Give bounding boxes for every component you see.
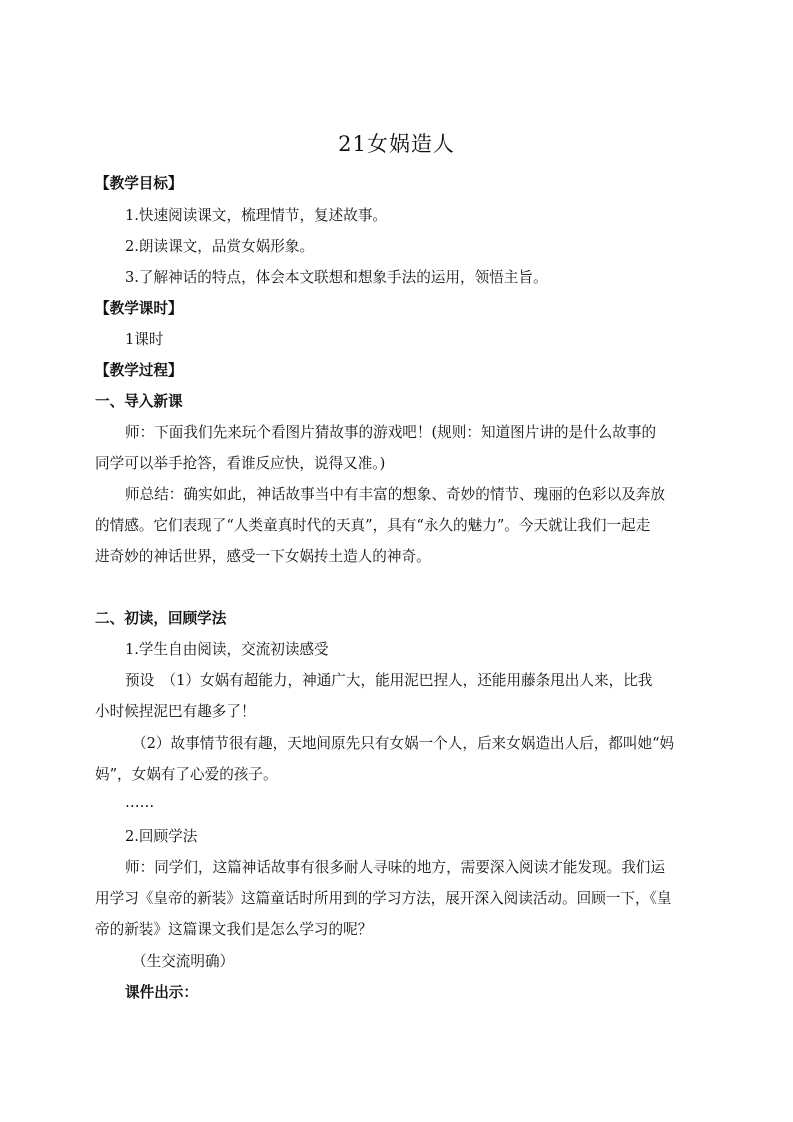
paragraph-line: 帝的新装》这篇课文我们是怎么学习的呢？ <box>95 921 373 938</box>
objective-2: 2.朗读课文，品赏女娲形象。 <box>125 238 315 255</box>
paragraph-line: 预设 （1）女娲有超能力，神通广大，能用泥巴捏人，还能用藤条甩出人来，比我 <box>125 672 653 689</box>
hours-value: 1课时 <box>125 331 164 348</box>
subheading-first-reading: 二、初读，回顾学法 <box>95 610 227 627</box>
ellipsis: …… <box>125 794 155 811</box>
paragraph-line: （生交流明确） <box>132 953 235 970</box>
paragraph-line: （2）故事情节很有趣，天地间原先只有女娲一个人，后来女娲造出人后，都叫她“妈 <box>132 735 675 752</box>
subheading-intro: 一、导入新课 <box>95 393 183 410</box>
paragraph-line: 用学习《皇帝的新装》这篇童话时所用到的学习方法，展开深入阅读活动。回顾一下，《皇 <box>95 890 672 907</box>
paragraph-line: 1.学生自由阅读，交流初读感受 <box>125 641 329 658</box>
paragraph-line: 小时候捏泥巴有趣多了！ <box>95 703 256 720</box>
paragraph-line: 同学可以举手抢答，看谁反应快，说得又准。) <box>95 455 386 472</box>
paragraph-line: 的情感。它们表现了“人类童真时代的天真”，具有“永久的魅力”。今天就让我们一起走 <box>95 517 651 534</box>
paragraph-line: 师：同学们，这篇神话故事有很多耐人寻味的地方，需要深入阅读才能发现。我们运 <box>125 859 665 876</box>
courseware-label: 课件出示： <box>125 984 198 1001</box>
paragraph-line: 妈”，女娲有了心爱的孩子。 <box>95 766 278 783</box>
objective-1: 1.快速阅读课文，梳理情节，复述故事。 <box>125 207 388 224</box>
section-heading-objectives: 【教学目标】 <box>95 175 183 192</box>
objective-3: 3.了解神话的特点，体会本文联想和想象手法的运用，领悟主旨。 <box>125 269 548 286</box>
paragraph-line: 2.回顾学法 <box>125 828 198 845</box>
paragraph-line: 进奇妙的神话世界，感受一下女娲抟土造人的神奇。 <box>95 548 431 565</box>
page-title: 21女娲造人 <box>338 132 455 156</box>
section-heading-process: 【教学过程】 <box>95 362 183 379</box>
section-heading-hours: 【教学课时】 <box>95 300 183 317</box>
paragraph-line: 师：下面我们先来玩个看图片猜故事的游戏吧！(规则：知道图片讲的是什么故事的 <box>125 424 657 441</box>
paragraph-line: 师总结：确实如此，神话故事当中有丰富的想象、奇妙的情节、瑰丽的色彩以及奔放 <box>125 486 665 503</box>
